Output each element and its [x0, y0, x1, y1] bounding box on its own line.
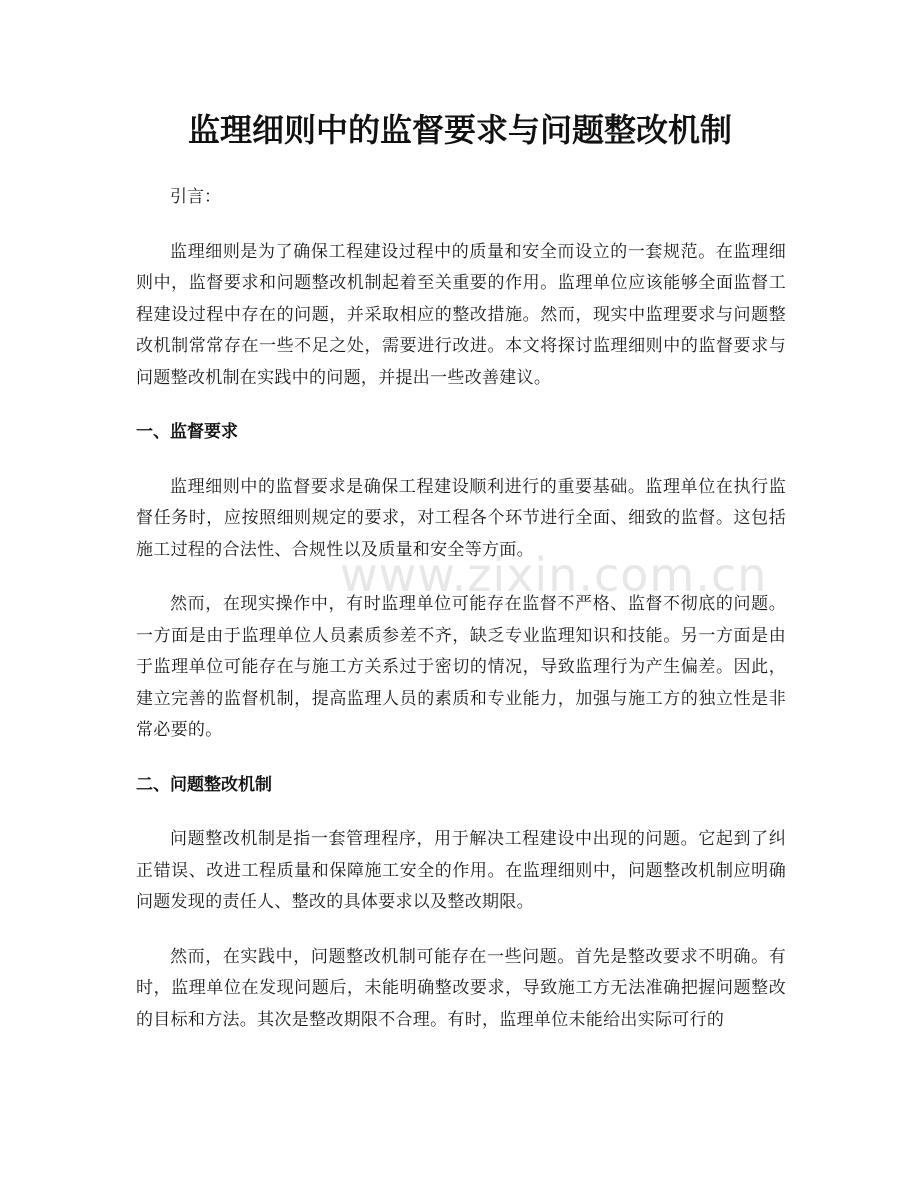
watermark: www.zixin.com.cn [340, 548, 768, 602]
intro-label: 引言： [170, 187, 221, 207]
section1-paragraph-1: 监理细则中的监督要求是确保工程建设顺利进行的重要基础。监理单位在执行监督任务时，应按照细则规定的要求，对工程各个环节进行全面、细致的监督。这包括施工过程的合法性、合规性以及质量和安全等方面。 [136, 476, 786, 560]
section2-paragraph-2: 然而，在实践中，问题整改机制可能存在一些问题。首先是整改要求不明确。有时，监理单位在发现问题后，未能明确整改要求，导致施工方无法准确把握问题整改的目标和方法。其次是整改期限不合理。有时，监理单位未能给出实际可行的 [136, 946, 786, 1030]
intro-paragraph: 监理细则是为了确保工程建设过程中的质量和安全而设立的一套规范。在监理细则中，监督要求和问题整改机制起着至关重要的作用。监理单位应该能够全面监督工程建设过程中存在的问题，并采取相应的整改措施。然而，现实中监理要求与问题整改机制常常存在一些不足之处，需要进行改进。本文将探讨监理细则中的监督要求与问题整改机制在实践中的问题，并提出一些改善建议。 [136, 241, 786, 388]
section1-heading: 一、监督要求 [136, 422, 238, 442]
section2-heading: 二、问题整改机制 [136, 774, 272, 795]
section1-paragraph-2: 然而，在现实操作中，有时监理单位可能存在监督不严格、监督不彻底的问题。一方面是由于监理单位人员素质参差不齐，缺乏专业监理知识和技能。另一方面是由于监理单位可能存在与施工方关系过于密切的情况，导致监理行为产生偏差。因此，建立完善的监督机制，提高监理人员的素质和专业能力，加强与施工方的独立性是非常必要的。 [136, 594, 786, 740]
section2-paragraph-1: 问题整改机制是指一套管理程序，用于解决工程建设中出现的问题。它起到了纠正错误、改进工程质量和保障施工安全的作用。在监理细则中，问题整改机制应明确问题发现的责任人、整改的具体要求以及整改期限。 [136, 829, 786, 912]
document-body [136, 182, 786, 1059]
document-title: 监理细则中的监督要求与问题整改机制 [187, 111, 732, 149]
